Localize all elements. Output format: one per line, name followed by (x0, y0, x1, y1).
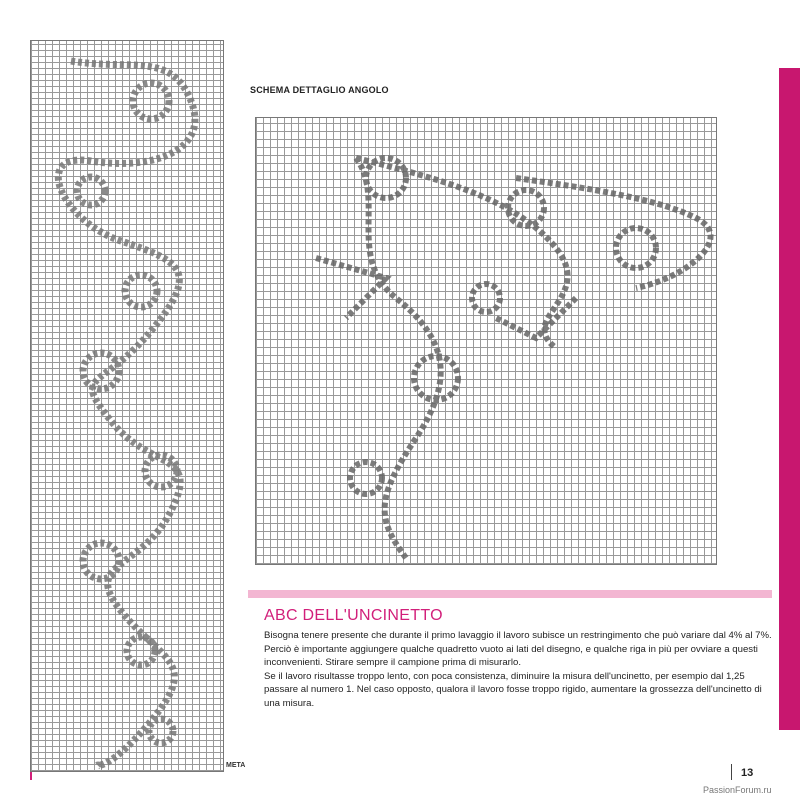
watermark: PassionForum.ru (703, 785, 772, 795)
page-number: 13 (741, 767, 754, 779)
abc-body (264, 629, 774, 710)
right-accent-bar (779, 68, 800, 730)
section-pink-band (248, 590, 772, 598)
abc-title: ABC DELL'UNCINETTO (264, 607, 443, 624)
chart-title: SCHEMA DETTAGLIO ANGOLO (250, 85, 389, 95)
page-number-divider (731, 764, 732, 780)
abc-paragraph-1: Bisogna tenere presente che durante il primo lavaggio il lavoro subisce un restringimento che può variare dal 4% al 7%. Perciò è importante aggiungere qualche quadretto vuoto ai lati del disegno, e qualche riga in più per ovviare a questi inconvenienti. Stirare sempre il campione prima di misurarlo. (264, 630, 772, 668)
abc-paragraph-2: Se il lavoro risultasse troppo lento, con poca consistenza, diminuire la misura dell'uncinetto, per esempio dal 1,25 passare al numero 1. Nel caso opposto, qualora il lavoro fosse troppo rigido, aumentare la grossezza dell'uncinetto di una misura. (264, 670, 762, 709)
scroll-motif-left (31, 41, 223, 771)
meta-label: META (226, 762, 246, 769)
vertical-border-chart (30, 40, 224, 772)
corner-motif (256, 118, 716, 564)
corner-detail-chart (255, 117, 717, 565)
